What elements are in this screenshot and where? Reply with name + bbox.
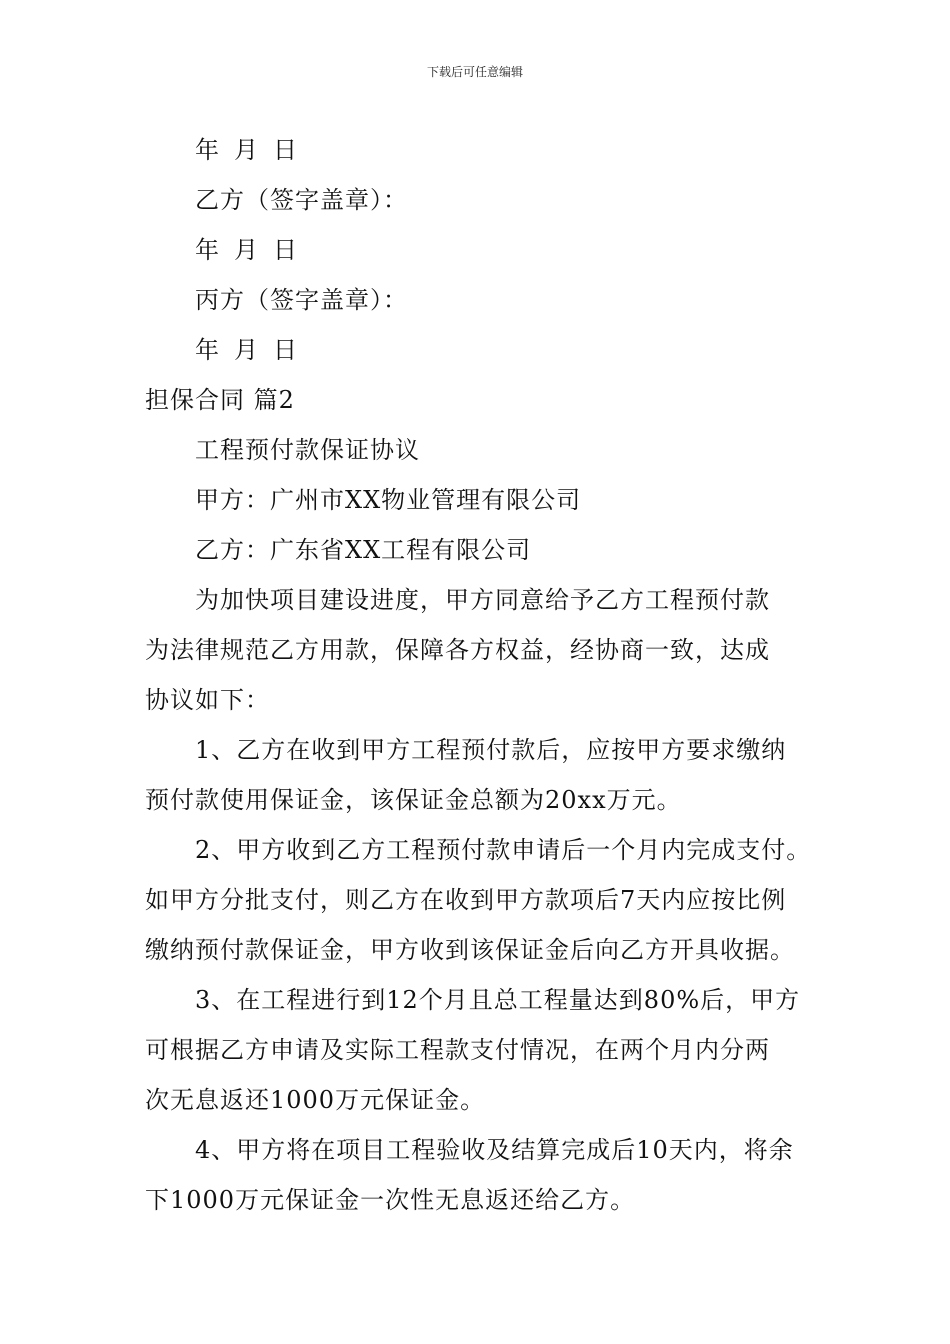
date-day: 日 xyxy=(273,336,298,364)
date-month: 月 xyxy=(234,136,259,164)
party-a-line: 甲方：广州市XX物业管理有限公司 xyxy=(195,486,582,514)
agreement-title: 工程预付款保证协议 xyxy=(195,436,420,464)
date-month: 月 xyxy=(234,336,259,364)
clause-3-line-1: 3、在工程进行到12个月且总工程量达到80%后，甲方 xyxy=(195,986,801,1014)
date-day: 日 xyxy=(273,236,298,264)
clause-4-line-2: 下1000万元保证金一次性无息返还给乙方。 xyxy=(145,1186,636,1214)
clause-1-line-2: 预付款使用保证金，该保证金总额为20xx万元。 xyxy=(145,786,682,814)
clause-2-line-2: 如甲方分批支付，则乙方在收到甲方款项后7天内应按比例 xyxy=(145,886,787,914)
clause-2-line-1: 2、甲方收到乙方工程预付款申请后一个月内完成支付。 xyxy=(195,836,812,864)
clause-3-line-3: 次无息返还1000万元保证金。 xyxy=(145,1086,486,1114)
date-line-2 xyxy=(145,225,825,275)
header-note: 下载后可任意编辑 xyxy=(426,65,523,79)
intro-line-1: 为加快项目建设进度，甲方同意给予乙方工程预付款 xyxy=(195,586,770,614)
intro-line-3: 协议如下： xyxy=(145,686,270,714)
party-c-signature: 丙方（签字盖章）： xyxy=(195,286,408,314)
date-line-3 xyxy=(145,325,825,375)
party-b-line: 乙方：广东省XX工程有限公司 xyxy=(195,536,532,564)
intro-line-2: 为法律规范乙方用款，保障各方权益，经协商一致，达成 xyxy=(145,636,770,664)
clause-2-line-3: 缴纳预付款保证金，甲方收到该保证金后向乙方开具收据。 xyxy=(145,936,795,964)
date-year: 年 xyxy=(195,236,220,264)
date-year: 年 xyxy=(195,136,220,164)
date-month: 月 xyxy=(234,236,259,264)
date-day: 日 xyxy=(273,136,298,164)
document-body xyxy=(145,125,825,1225)
date-line-1 xyxy=(145,125,825,175)
party-b-signature: 乙方（签字盖章）： xyxy=(195,186,408,214)
clause-4-line-1: 4、甲方将在项目工程验收及结算完成后10天内，将余 xyxy=(195,1136,794,1164)
section-heading: 担保合同 篇2 xyxy=(145,386,295,414)
date-year: 年 xyxy=(195,336,220,364)
clause-3-line-2: 可根据乙方申请及实际工程款支付情况，在两个月内分两 xyxy=(145,1036,770,1064)
clause-1-line-1: 1、乙方在收到甲方工程预付款后，应按甲方要求缴纳 xyxy=(195,736,787,764)
